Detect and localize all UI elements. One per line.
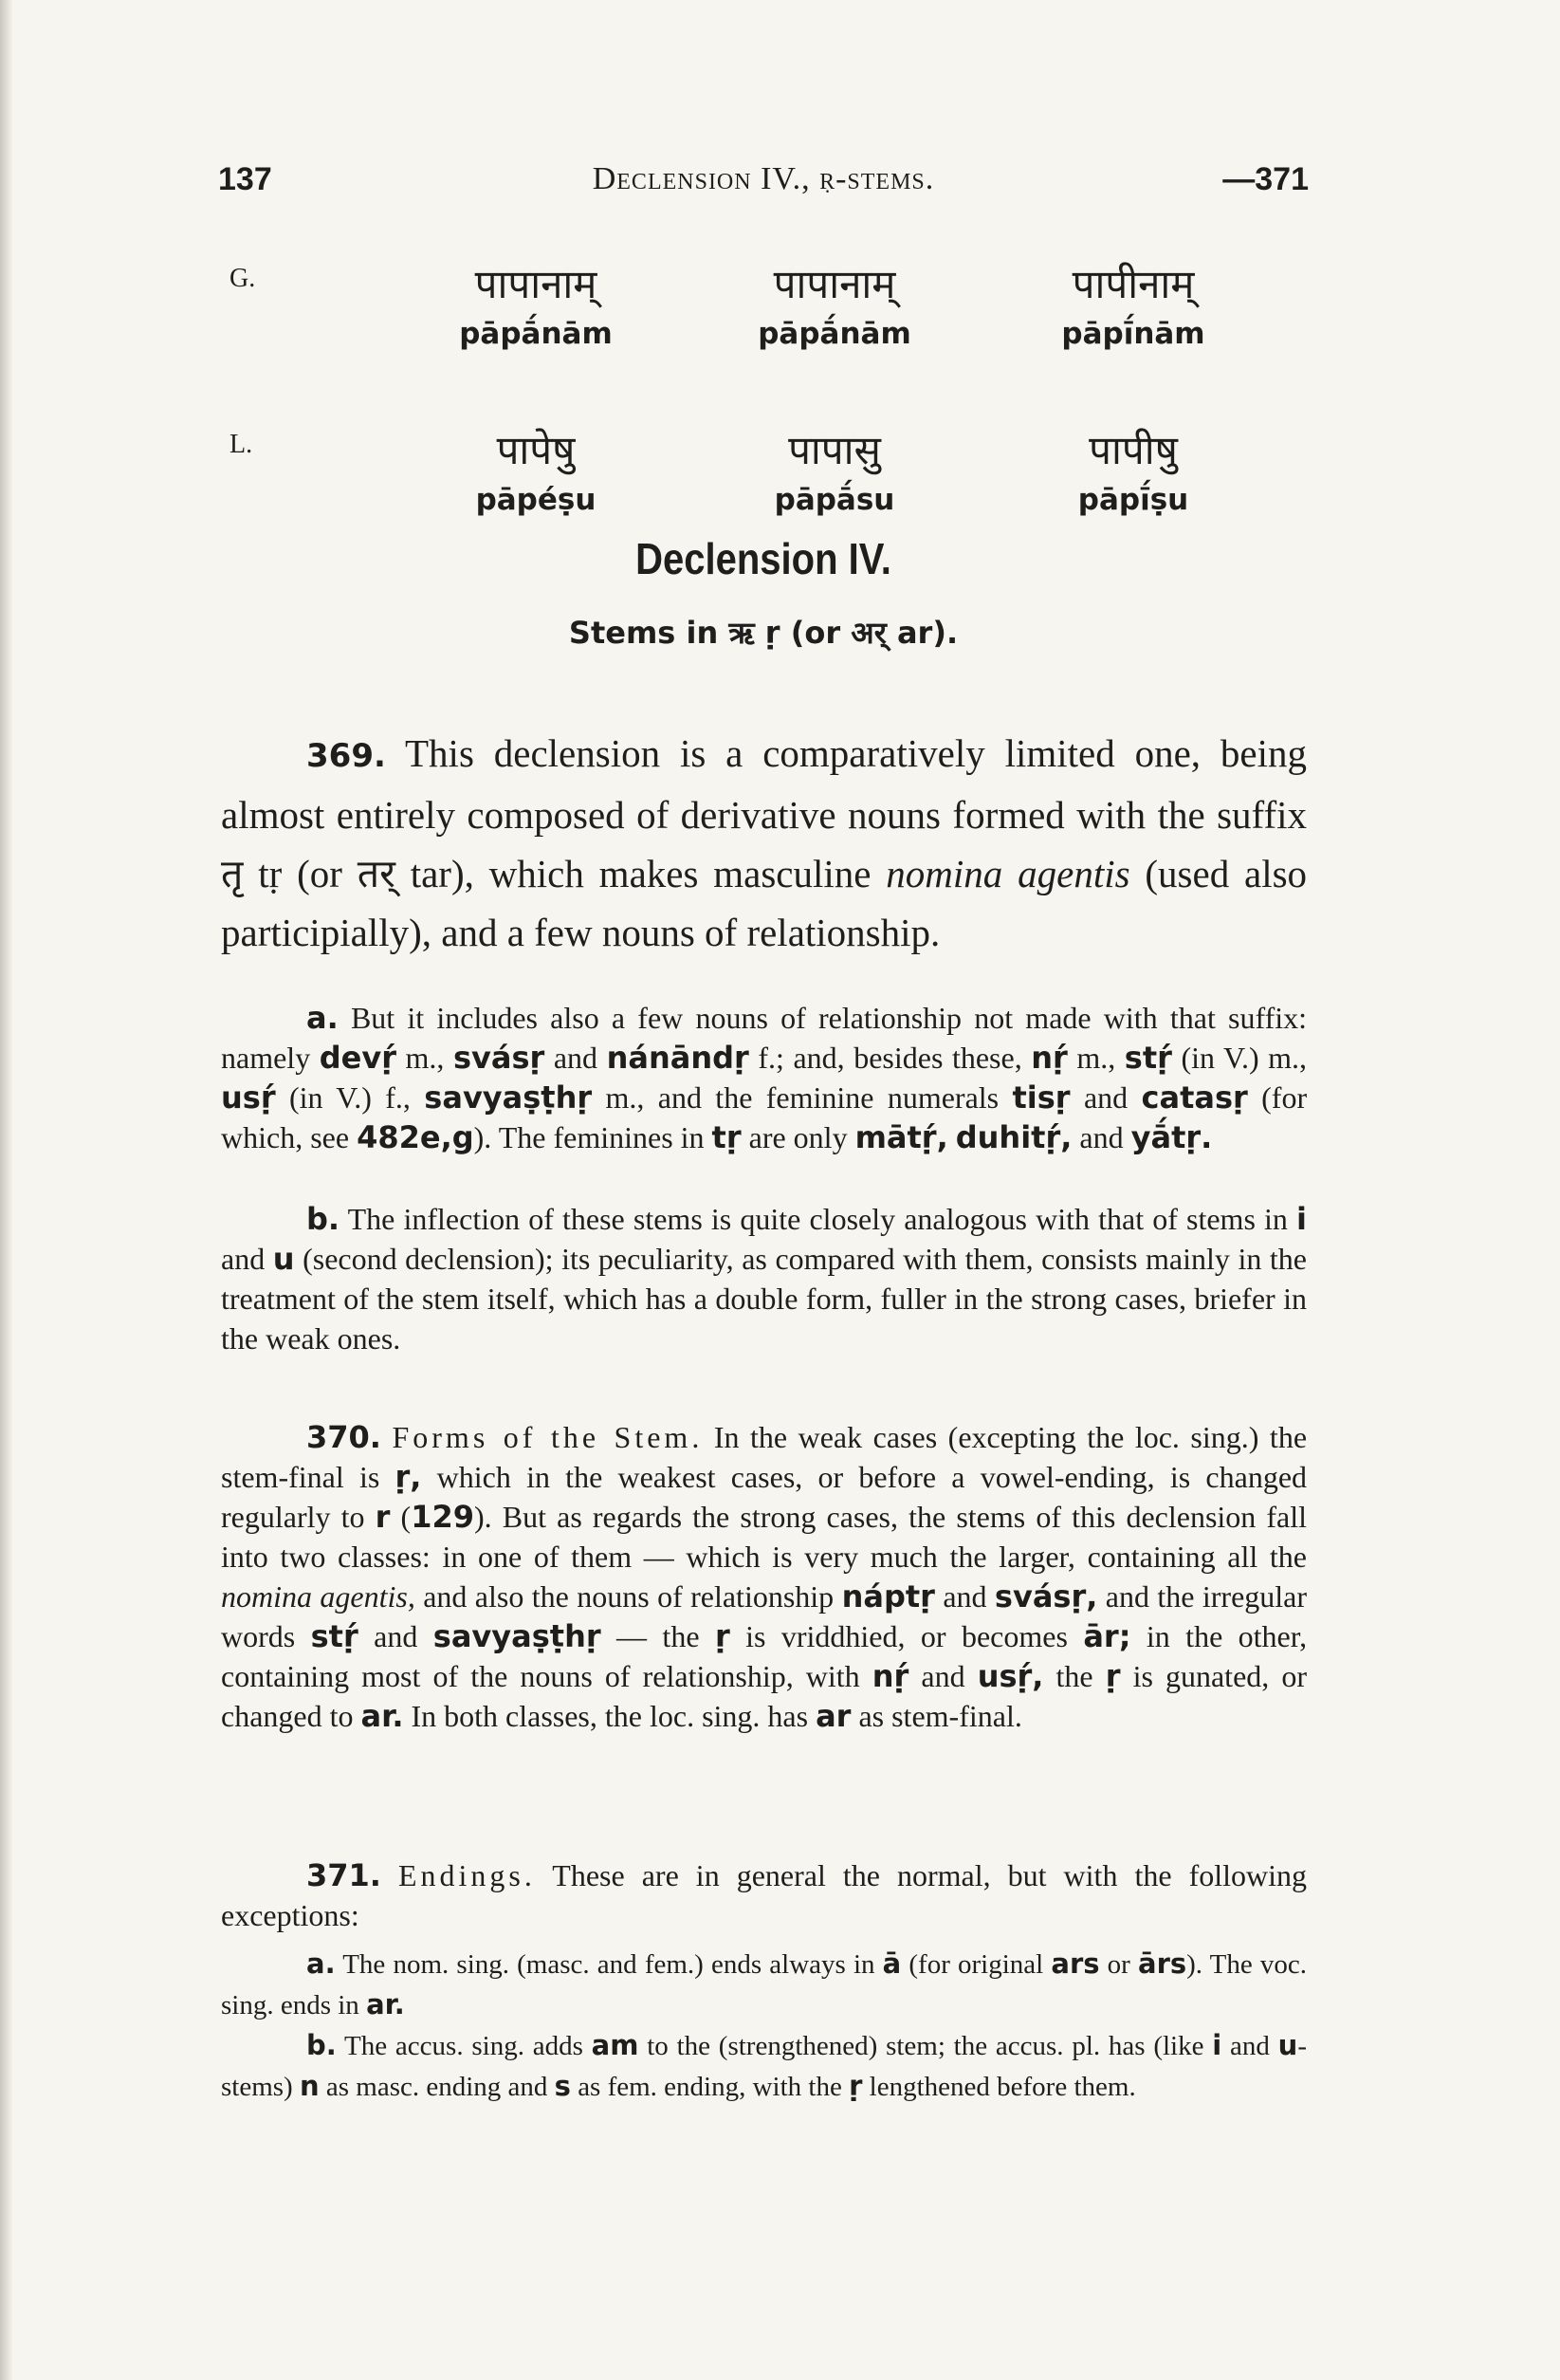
text: In both classes, the loc. sing. has	[411, 1699, 809, 1733]
text: as masc. ending and	[325, 2072, 548, 2102]
text: are only	[748, 1120, 848, 1154]
devanagari-suffix: तृ	[221, 852, 244, 895]
term: nṛ́	[1031, 1040, 1068, 1076]
text: and	[1079, 1120, 1124, 1154]
text: m., and the feminine numerals	[605, 1080, 1000, 1115]
paragraph-369a	[221, 998, 1307, 1157]
term: s	[554, 2070, 571, 2102]
text: and	[221, 1242, 266, 1276]
text: and	[553, 1041, 598, 1075]
term: usṛ́,	[977, 1658, 1044, 1694]
term: devṛ́	[319, 1040, 396, 1076]
text: and	[921, 1659, 965, 1693]
term: mātṛ́,	[854, 1119, 948, 1155]
term: ṛ,	[395, 1459, 422, 1495]
term: nṛ́	[872, 1658, 909, 1694]
term: am	[591, 2029, 639, 2061]
term: ārs	[1138, 1947, 1187, 1980]
transliteration: pāpā́nām	[459, 317, 613, 351]
text: as fem. ending, with the	[578, 2072, 842, 2102]
paragraph-371b	[221, 2025, 1307, 2107]
term: svásṛ	[452, 1040, 545, 1076]
term: r	[375, 1499, 391, 1535]
section-heading: Declension IV.	[635, 535, 891, 584]
paragraph-370	[221, 1417, 1307, 1736]
case-label: G.	[229, 264, 256, 293]
running-header	[218, 161, 1309, 209]
term: n	[299, 2070, 320, 2102]
term: ar.	[360, 1698, 404, 1734]
text: (	[400, 1500, 412, 1534]
page-number: 137	[218, 161, 272, 197]
text: m.,	[1076, 1041, 1116, 1075]
text: and	[1083, 1080, 1129, 1115]
cross-reference: 482e,g	[357, 1119, 474, 1155]
form-masculine	[413, 256, 659, 351]
devanagari-form: पापीनाम्	[1072, 261, 1195, 307]
paragraph-number: 369.	[306, 737, 386, 775]
text: as stem-final.	[858, 1699, 1022, 1733]
translit-letter: ar).	[896, 615, 959, 651]
case-label: L.	[229, 430, 253, 459]
text: (or	[297, 852, 342, 895]
devanagari-form: पापीषु	[1089, 427, 1178, 473]
text: (in V.) f.,	[288, 1080, 411, 1115]
term: ā	[882, 1947, 902, 1980]
text: (used also participially), and a few nouns of relationship.	[221, 852, 1308, 954]
text: This declension is a comparatively limited one, being almost entirely composed of derivative nouns formed with the suffix	[221, 731, 1307, 837]
text: and the irregular words	[221, 1579, 1308, 1653]
text: f.; and, besides these,	[758, 1041, 1022, 1075]
paragraph-369	[221, 724, 1307, 962]
text: is vriddhied, or becomes	[745, 1619, 1068, 1653]
genitive-row	[218, 256, 1309, 422]
sub-label: b.	[306, 2029, 337, 2061]
text: -stems)	[221, 2031, 1307, 2102]
form-feminine	[1010, 256, 1257, 351]
term: ar.	[366, 1988, 405, 2020]
term: náptṛ	[841, 1578, 935, 1614]
paragraph-number: 371.	[306, 1857, 381, 1893]
cross-reference: 129	[411, 1499, 474, 1535]
text: m.,	[405, 1041, 445, 1075]
text: ). But as regards the strong cases, the stems of this declension fall into two classes: in one of them — which is very much the larger, containing all the	[221, 1500, 1308, 1574]
devanagari-letter: अर्	[851, 615, 887, 651]
sub-label: b.	[306, 1201, 340, 1237]
text: (second declension); its peculiarity, as compared with them, consists mainly in the treatment of the stem itself, which has a double form, fuller in the strong cases, briefer in the weak ones.	[221, 1242, 1308, 1356]
term: tṛ	[711, 1119, 742, 1155]
italic-term: nomina agentis,	[221, 1579, 415, 1614]
devanagari-form: पापेषु	[496, 427, 576, 473]
term: ṛ	[1105, 1658, 1121, 1694]
paragraph-title: Endings.	[397, 1858, 536, 1892]
text: In the weak cases (excepting the loc. sing.) the stem-final is	[221, 1420, 1308, 1494]
term: catasṛ	[1141, 1079, 1248, 1116]
text: ). The feminines in	[473, 1120, 705, 1154]
transliteration: pāpī́nām	[1061, 317, 1205, 351]
text: and	[943, 1579, 987, 1614]
term: ār;	[1083, 1618, 1131, 1654]
form-neuter	[711, 422, 958, 517]
translit-suffix: tṛ	[258, 852, 283, 895]
transliteration: pāpā́nām	[758, 317, 911, 351]
text: is gunated, or changed to	[221, 1659, 1308, 1733]
text: and also the nouns of relationship	[423, 1579, 835, 1614]
term: stṛ́	[310, 1618, 358, 1654]
term: ar	[816, 1698, 852, 1734]
subheading-prefix: Stems in	[568, 615, 719, 651]
text: the	[1055, 1659, 1093, 1693]
text: ), which makes masculine	[450, 852, 872, 895]
text: to the (strengthened) stem; the accus. pl. has (like	[647, 2031, 1204, 2061]
section-reference: —371	[1222, 161, 1309, 197]
term: ṛ	[849, 2070, 863, 2102]
term: usṛ́	[221, 1079, 276, 1116]
text: But it includes also a few nouns of relationship not made with that suffix: namely	[221, 1001, 1308, 1075]
term: i	[1296, 1201, 1308, 1237]
translit-suffix: tar	[410, 852, 451, 895]
text: and	[1230, 2031, 1270, 2061]
term: yā́tṛ.	[1130, 1119, 1213, 1155]
running-title: Declension IV., ṛ-stems.	[592, 161, 935, 196]
term: ars	[1051, 1947, 1100, 1980]
sub-label: a.	[306, 1000, 339, 1036]
text: (for which, see	[221, 1080, 1308, 1154]
sub-label: a.	[306, 1947, 336, 1980]
term: tisṛ	[1012, 1079, 1071, 1116]
term: u	[1277, 2029, 1298, 2061]
translit-letter: ṛ	[764, 615, 780, 651]
term: i	[1212, 2029, 1222, 2061]
term: stṛ́	[1124, 1040, 1172, 1076]
text: (in V.) m.,	[1181, 1041, 1308, 1075]
form-feminine	[1010, 422, 1257, 517]
paragraph-369b	[221, 1199, 1307, 1358]
devanagari-suffix: तर्	[357, 852, 395, 895]
form-masculine	[413, 422, 659, 517]
term: savyaṣṭhṛ	[432, 1618, 601, 1654]
devanagari-letter: ऋ	[728, 615, 755, 651]
text: in the other, containing most of the nouns of relationship, with	[221, 1619, 1308, 1693]
devanagari-form: पापानाम्	[773, 261, 896, 307]
paragraph-title: Forms of the Stem.	[392, 1420, 704, 1454]
transliteration: pāpā́su	[774, 483, 895, 517]
term: ṛ	[714, 1618, 730, 1654]
devanagari-form: पापासु	[788, 427, 881, 473]
text: (for original	[908, 1949, 1044, 1980]
term: svásṛ,	[994, 1578, 1098, 1614]
text: The nom. sing. (masc. and fem.) ends always in	[342, 1949, 875, 1980]
term: duhitṛ́,	[955, 1119, 1073, 1155]
transliteration: pāpéṣu	[475, 483, 596, 517]
section-subheading	[218, 612, 1309, 653]
subheading-or: (or	[790, 615, 841, 651]
text: or	[1107, 1949, 1130, 1980]
text: — the	[616, 1619, 700, 1653]
transliteration: pāpī́ṣu	[1077, 483, 1189, 517]
text: which in the weakest cases, or before a vowel-ending, is changed regularly to	[221, 1460, 1308, 1534]
form-neuter	[711, 256, 958, 351]
term: nánāndṛ	[606, 1040, 749, 1076]
text: and	[374, 1619, 418, 1653]
term: savyaṣṭhṛ	[424, 1079, 593, 1116]
text: The accus. sing. adds	[344, 2031, 583, 2061]
paragraph-number: 370.	[306, 1419, 381, 1455]
text: lengthened before them.	[869, 2072, 1136, 2102]
text: ). The voc. sing. ends in	[221, 1949, 1308, 2020]
italic-term: nomina agentis	[886, 852, 1130, 895]
devanagari-form: पापानाम्	[474, 261, 597, 307]
term: u	[272, 1241, 295, 1277]
text: The inflection of these stems is quite closely analogous with that of stems in	[347, 1202, 1288, 1236]
paragraph-371	[221, 1855, 1307, 1935]
paragraph-371a	[221, 1944, 1307, 2025]
text: These are in general the normal, but with the following exceptions:	[221, 1858, 1307, 1932]
